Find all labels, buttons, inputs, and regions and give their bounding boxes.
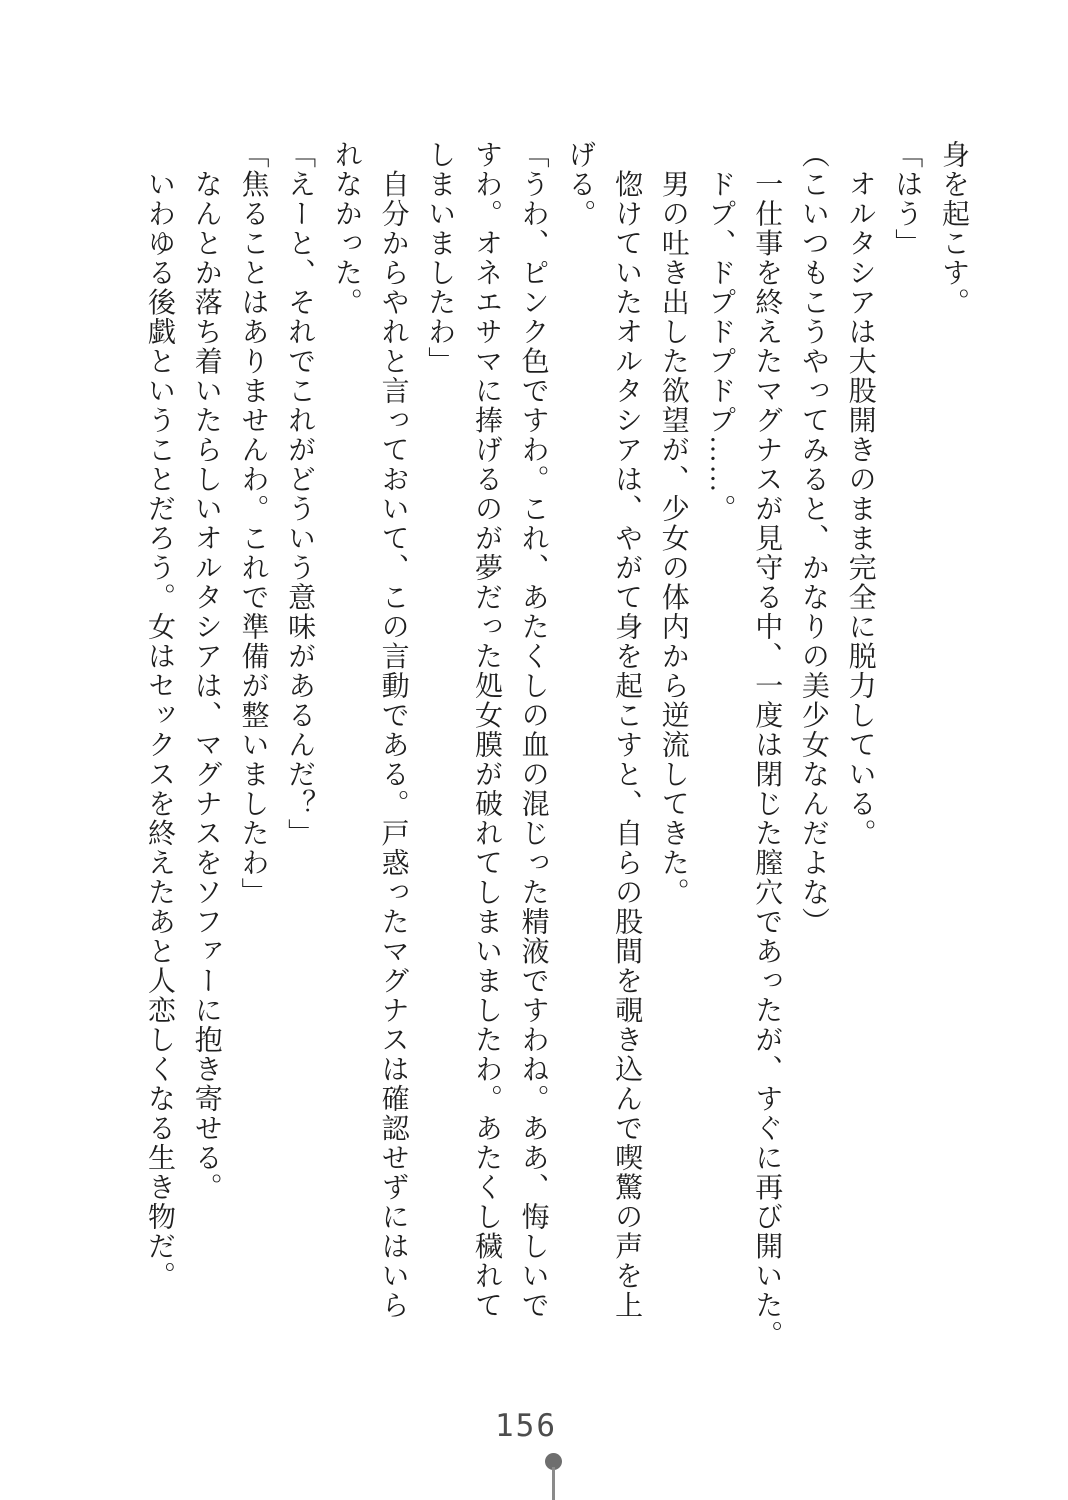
text-line: しまいましたわ」 [424,140,456,376]
text-line: れなかった。 [330,140,362,317]
text-line: ドプ、ドプドプドプ……。 [704,140,736,524]
page-text-block [135,140,976,1358]
text-line: なんとか落ち着いたらしいオルタシアは、マグナスをソファーに抱き寄せる。 [190,140,222,1202]
text-line: 身を起こす。 [938,140,969,317]
text-line: 惚けていたオルタシアは、やがて身を起こすと、自らの股間を覗き込んで喫驚の声を上 [611,140,643,1320]
page-footer [0,1408,1068,1444]
text-line: 一仕事を終えたマグナスが見守る中、一度は閉じた膣穴であったが、すぐに再び開いた。 [751,140,783,1350]
text-line: いわゆる後戯ということだろう。女はセックスを終えたあと人恋しくなる生き物だ。 [144,140,176,1291]
text-line: オルタシアは大股開きのまま完全に脱力している。 [844,140,876,848]
text-line: すわ。オネエサマに捧げるのが夢だった処女膜が破れてしまいましたわ。あたくし穢れて [470,140,502,1320]
marker-stem [552,1467,555,1500]
text-line: （こいつもこうやってみると、かなりの美少女なんだよな） [797,140,829,937]
text-line: 自分からやれと言っておいて、この言動である。戸惑ったマグナスは確認せずにはいら [377,140,409,1320]
text-line: 「えーと、それでこれがどういう意味があるんだ？」 [284,140,316,848]
text-line: 「はう」 [891,140,923,258]
text-line: 「焦ることはありませんわ。これで準備が整いましたわ」 [237,140,269,907]
position-marker-icon [545,1453,562,1500]
page-number: 156 [495,1408,557,1444]
text-line: 「うわ、ピンク色ですわ。これ、あたくしの血の混じった精液ですわね。ああ、悔しいで [517,140,549,1320]
text-line: げる。 [564,140,596,229]
text-line: 男の吐き出した欲望が、少女の体内から逆流してきた。 [657,140,689,907]
